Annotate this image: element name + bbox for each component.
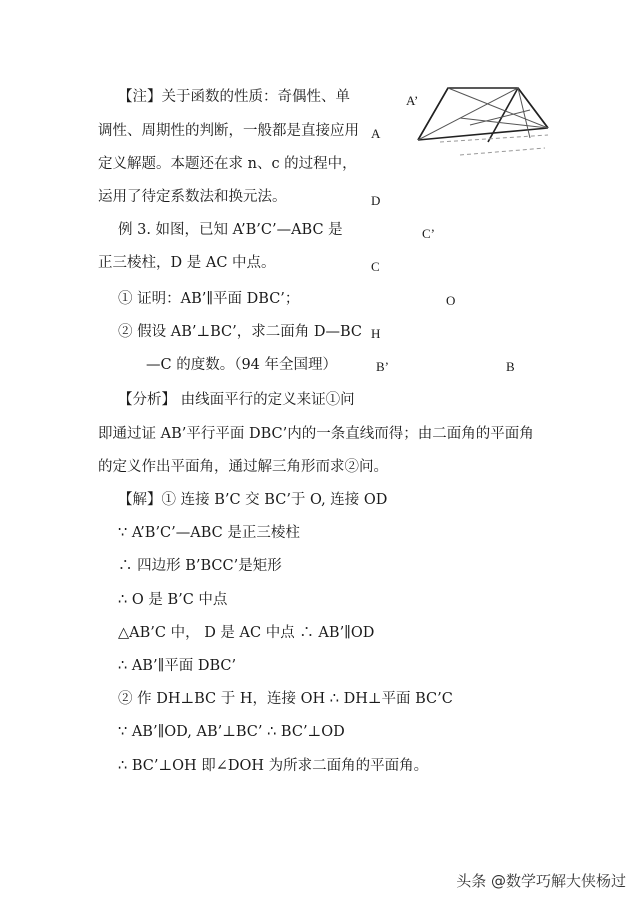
analysis-line-3: 的定义作出平面角，通过解三角形而求②问。 [98,459,388,475]
solution-line-3: ∴ 四边形 B’BCC’是矩形 [118,558,282,574]
example-title-line-2: 正三棱柱，D 是 AC 中点。 [98,255,276,271]
label-c: C [371,259,380,274]
prism-hidden-edge [460,148,545,155]
solution-line-8: ∵ AB’∥OD, AB’⊥BC’ ∴ BC’⊥OD [118,724,345,740]
note-line-1: 【注】关于函数的性质：奇偶性、单 [118,89,350,105]
label-d: D [371,193,381,208]
example-title-line-1: 例 3. 如图，已知 A’B’C’—ABC 是 [118,222,343,238]
solution-line-1: 【解】① 连接 B’C 交 BC’于 O, 连接 OD [118,492,388,508]
analysis-line-2: 即通过证 AB’平行平面 DBC’内的一条直线而得；由二面角的平面角 [98,426,534,442]
note-line-4: 运用了待定系数法和换元法。 [98,189,287,205]
solution-line-4: ∴ O 是 B’C 中点 [118,592,228,608]
note-line-2: 调性、周期性的判断，一般都是直接应用 [98,123,359,139]
analysis-line-1: 【分析】 由线面平行的定义来证①问 [118,392,355,408]
question-2-line-1: ② 假设 AB’⊥BC’，求二面角 D—BC [118,324,362,340]
question-2-line-2: —C 的度数。（94 年全国理） [146,357,338,373]
solution-line-7: ② 作 DH⊥BC 于 H，连接 OH ∴ DH⊥平面 BC’C [118,691,453,707]
question-1: ① 证明：AB’∥平面 DBC’； [118,291,300,307]
watermark: 头条 @数学巧解大侠杨过 [456,872,626,890]
label-a-prime: A’ [406,93,419,108]
label-h: H [371,326,381,341]
solution-line-5: △AB’C 中， D 是 AC 中点 ∴ AB’∥OD [118,625,375,641]
note-line-3: 定义解题。本题还在求 n、c 的过程中， [98,156,357,172]
prism-figure [410,80,560,160]
solution-line-2: ∵ A’B’C’—ABC 是正三棱柱 [118,525,300,541]
solution-line-6: ∴ AB’∥平面 DBC’ [118,658,237,674]
solution-line-9: ∴ BC’⊥OH 即∠DOH 为所求二面角的平面角。 [118,758,429,774]
label-c-prime: C’ [422,226,435,241]
label-b: B [506,359,515,374]
label-o: O [446,293,456,308]
label-b-prime: B’ [376,359,389,374]
label-a: A [371,126,381,141]
